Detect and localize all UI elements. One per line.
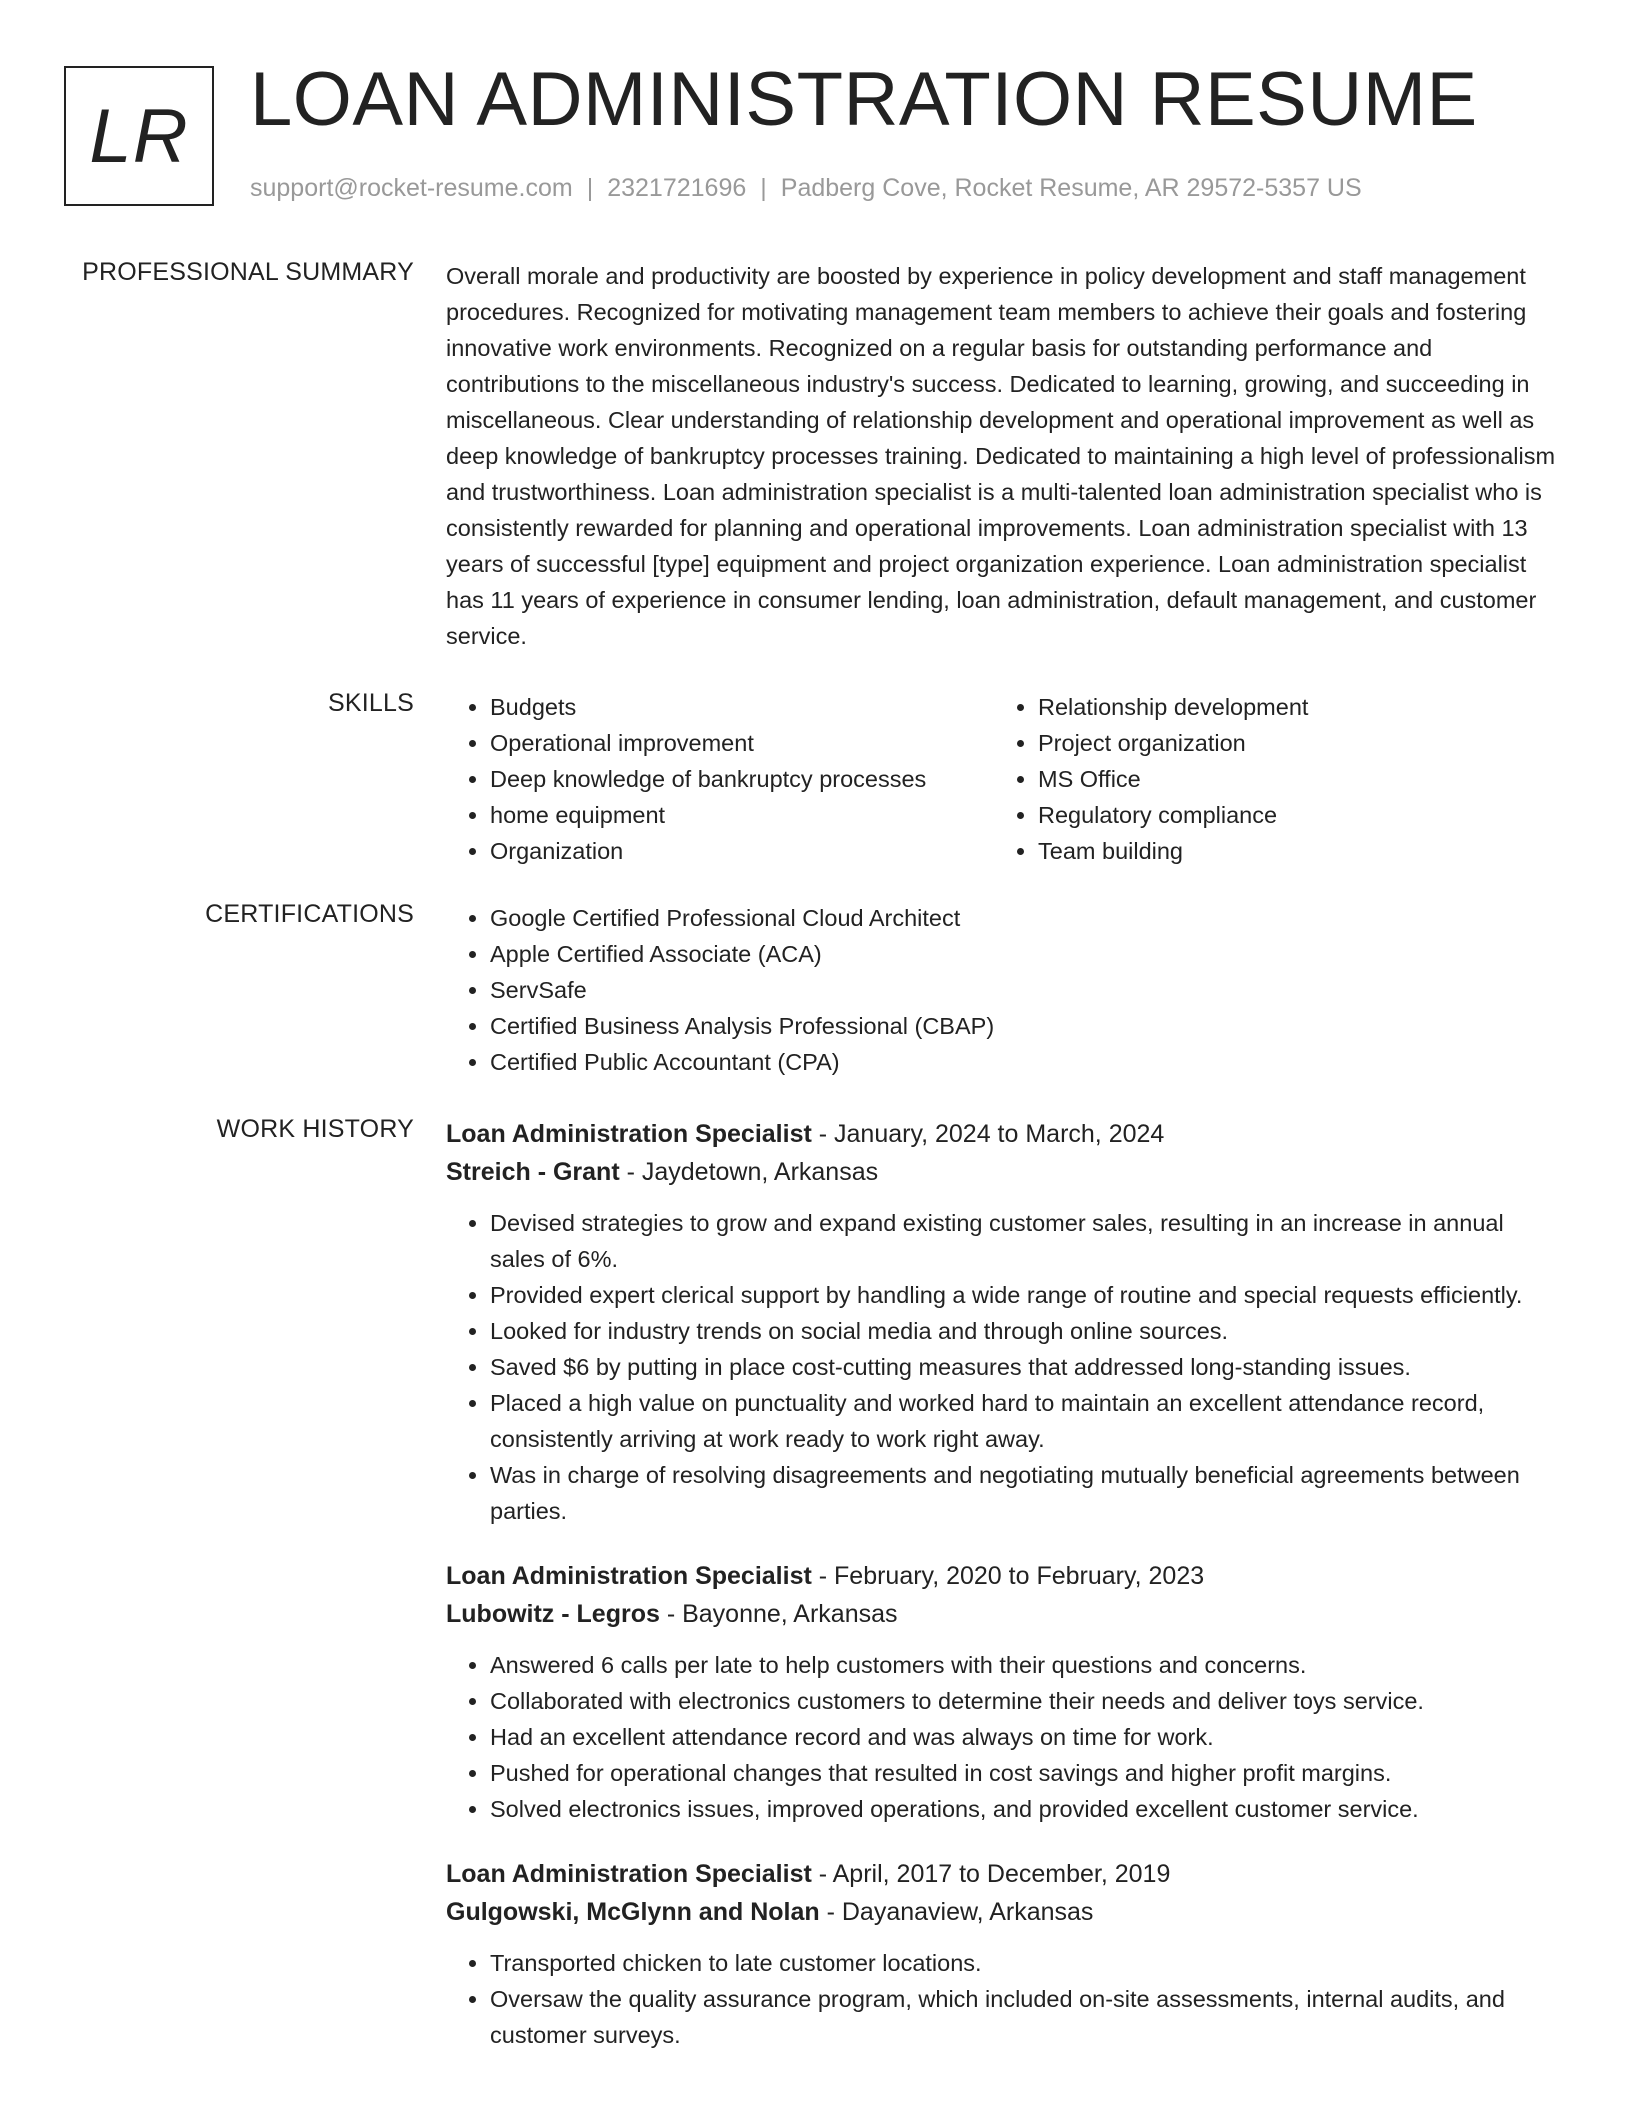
skills-grid [446,689,1562,869]
certifications-list [446,900,1562,1080]
section-label-skills: SKILLS [328,689,414,717]
list-item: • Placed a high value on punctuality and worked hard to maintain an excellent attendance record, consistently arriving at work ready to work right away. [490,1385,1562,1457]
job-company-line [446,1893,1562,1931]
job-location: - Jaydetown, Arkansas [619,1158,879,1186]
list-item: • Looked for industry trends on social media and through online sources. [490,1313,1562,1349]
job-bullets [446,1647,1562,1827]
job-location: - Dayanaview, Arkansas [819,1898,1094,1926]
skills-list-left [446,689,994,869]
summary-text: Overall morale and productivity are boosted by experience in policy development and staff management procedures. Recognized for motivating management team members to achieve their goals and fostering innovative work environments. Recognized on a regular basis for outstanding performance and contributions to the miscellaneous industry's success. Dedicated to learning, growing, and succeeding in miscellaneous. Clear understanding of relationship development and operational improvement as well as deep knowledge of bankruptcy processes training. Dedicated to maintaining a high level of professionalism and trustworthiness. Loan administration specialist is a multi-talented loan administration specialist who is consistently rewarded for planning and operational improvements. Loan administration specialist with 13 years of successful [type] equipment and project organization experience. Loan administration specialist has 11 years of experience in consumer lending, loan administration, default management, and customer service. [446,263,1556,649]
list-item: • home equipment [490,797,994,833]
contact-address: Padberg Cove, Rocket Resume, AR 29572-5357 US [780,174,1362,202]
list-item: • Certified Business Analysis Professional (CBAP) [490,1008,1562,1044]
list-item: • Devised strategies to grow and expand existing customer sales, resulting in an increase in annual sales of 6%. [490,1205,1562,1277]
list-item: • MS Office [1038,761,1542,797]
section-label-certifications: CERTIFICATIONS [205,900,414,928]
list-item: • Answered 6 calls per late to help customers with their questions and concerns. [490,1647,1562,1683]
list-item: • Transported chicken to late customer locations. [490,1945,1562,1981]
work-history-body [446,1115,1562,2081]
job-dates: - January, 2024 to March, 2024 [811,1120,1165,1148]
list-item: • Organization [490,833,994,869]
resume-title: LOAN ADMINISTRATION RESUME [250,57,1478,142]
list-item: • Project organization [1038,725,1542,761]
job-dates: - April, 2017 to December, 2019 [811,1860,1171,1888]
job-bullets [446,1945,1562,2053]
list-item: • Pushed for operational changes that resulted in cost savings and higher profit margins. [490,1755,1562,1791]
job-entry [446,1855,1562,2053]
list-item: • Oversaw the quality assurance program, which included on-site assessments, internal audits, and customer surveys. [490,1981,1562,2053]
job-company-line [446,1595,1562,1633]
job-company: Streich - Grant [446,1158,620,1186]
list-item: • Apple Certified Associate (ACA) [490,936,1562,972]
list-item: • Google Certified Professional Cloud Architect [490,900,1562,936]
job-title: Loan Administration Specialist [446,1562,812,1590]
monogram-logo: LR [64,66,214,206]
list-item: • Was in charge of resolving disagreements and negotiating mutually beneficial agreements between parties. [490,1457,1562,1529]
job-title: Loan Administration Specialist [446,1860,812,1888]
job-title-line [446,1115,1562,1153]
list-item: • Budgets [490,689,994,725]
section-label-summary: PROFESSIONAL SUMMARY [82,258,414,286]
contact-separator: | [586,174,594,202]
job-company: Gulgowski, McGlynn and Nolan [446,1898,820,1926]
list-item: • Solved electronics issues, improved operations, and provided excellent customer service. [490,1791,1562,1827]
skills-list-right [994,689,1542,869]
job-dates: - February, 2020 to February, 2023 [811,1562,1205,1590]
list-item: • Deep knowledge of bankruptcy processes [490,761,994,797]
list-item: • Provided expert clerical support by handling a wide range of routine and special requests efficiently. [490,1277,1562,1313]
list-item: • Regulatory compliance [1038,797,1542,833]
contact-phone[interactable]: 2321721696 [607,174,747,202]
list-item: • Certified Public Accountant (CPA) [490,1044,1562,1080]
job-company: Lubowitz - Legros [446,1600,660,1628]
list-item: • Saved $6 by putting in place cost-cutting measures that addressed long-standing issues. [490,1349,1562,1385]
list-item: • Relationship development [1038,689,1542,725]
contact-line [250,174,1362,203]
job-location: - Bayonne, Arkansas [659,1600,898,1628]
job-entry [446,1557,1562,1827]
job-entry [446,1115,1562,1529]
job-title-line [446,1855,1562,1893]
job-title-line [446,1557,1562,1595]
job-title: Loan Administration Specialist [446,1120,812,1148]
job-company-line [446,1153,1562,1191]
summary-body [446,258,1562,654]
job-bullets [446,1205,1562,1529]
section-label-work-history: WORK HISTORY [216,1115,414,1143]
list-item: • Operational improvement [490,725,994,761]
certifications-body [446,900,1562,1080]
list-item: • Had an excellent attendance record and was always on time for work. [490,1719,1562,1755]
list-item: • ServSafe [490,972,1562,1008]
list-item: • Team building [1038,833,1542,869]
contact-separator: | [760,174,767,202]
contact-email[interactable]: support@rocket-resume.com [250,174,573,202]
list-item: • Collaborated with electronics customers to determine their needs and deliver toys service. [490,1683,1562,1719]
